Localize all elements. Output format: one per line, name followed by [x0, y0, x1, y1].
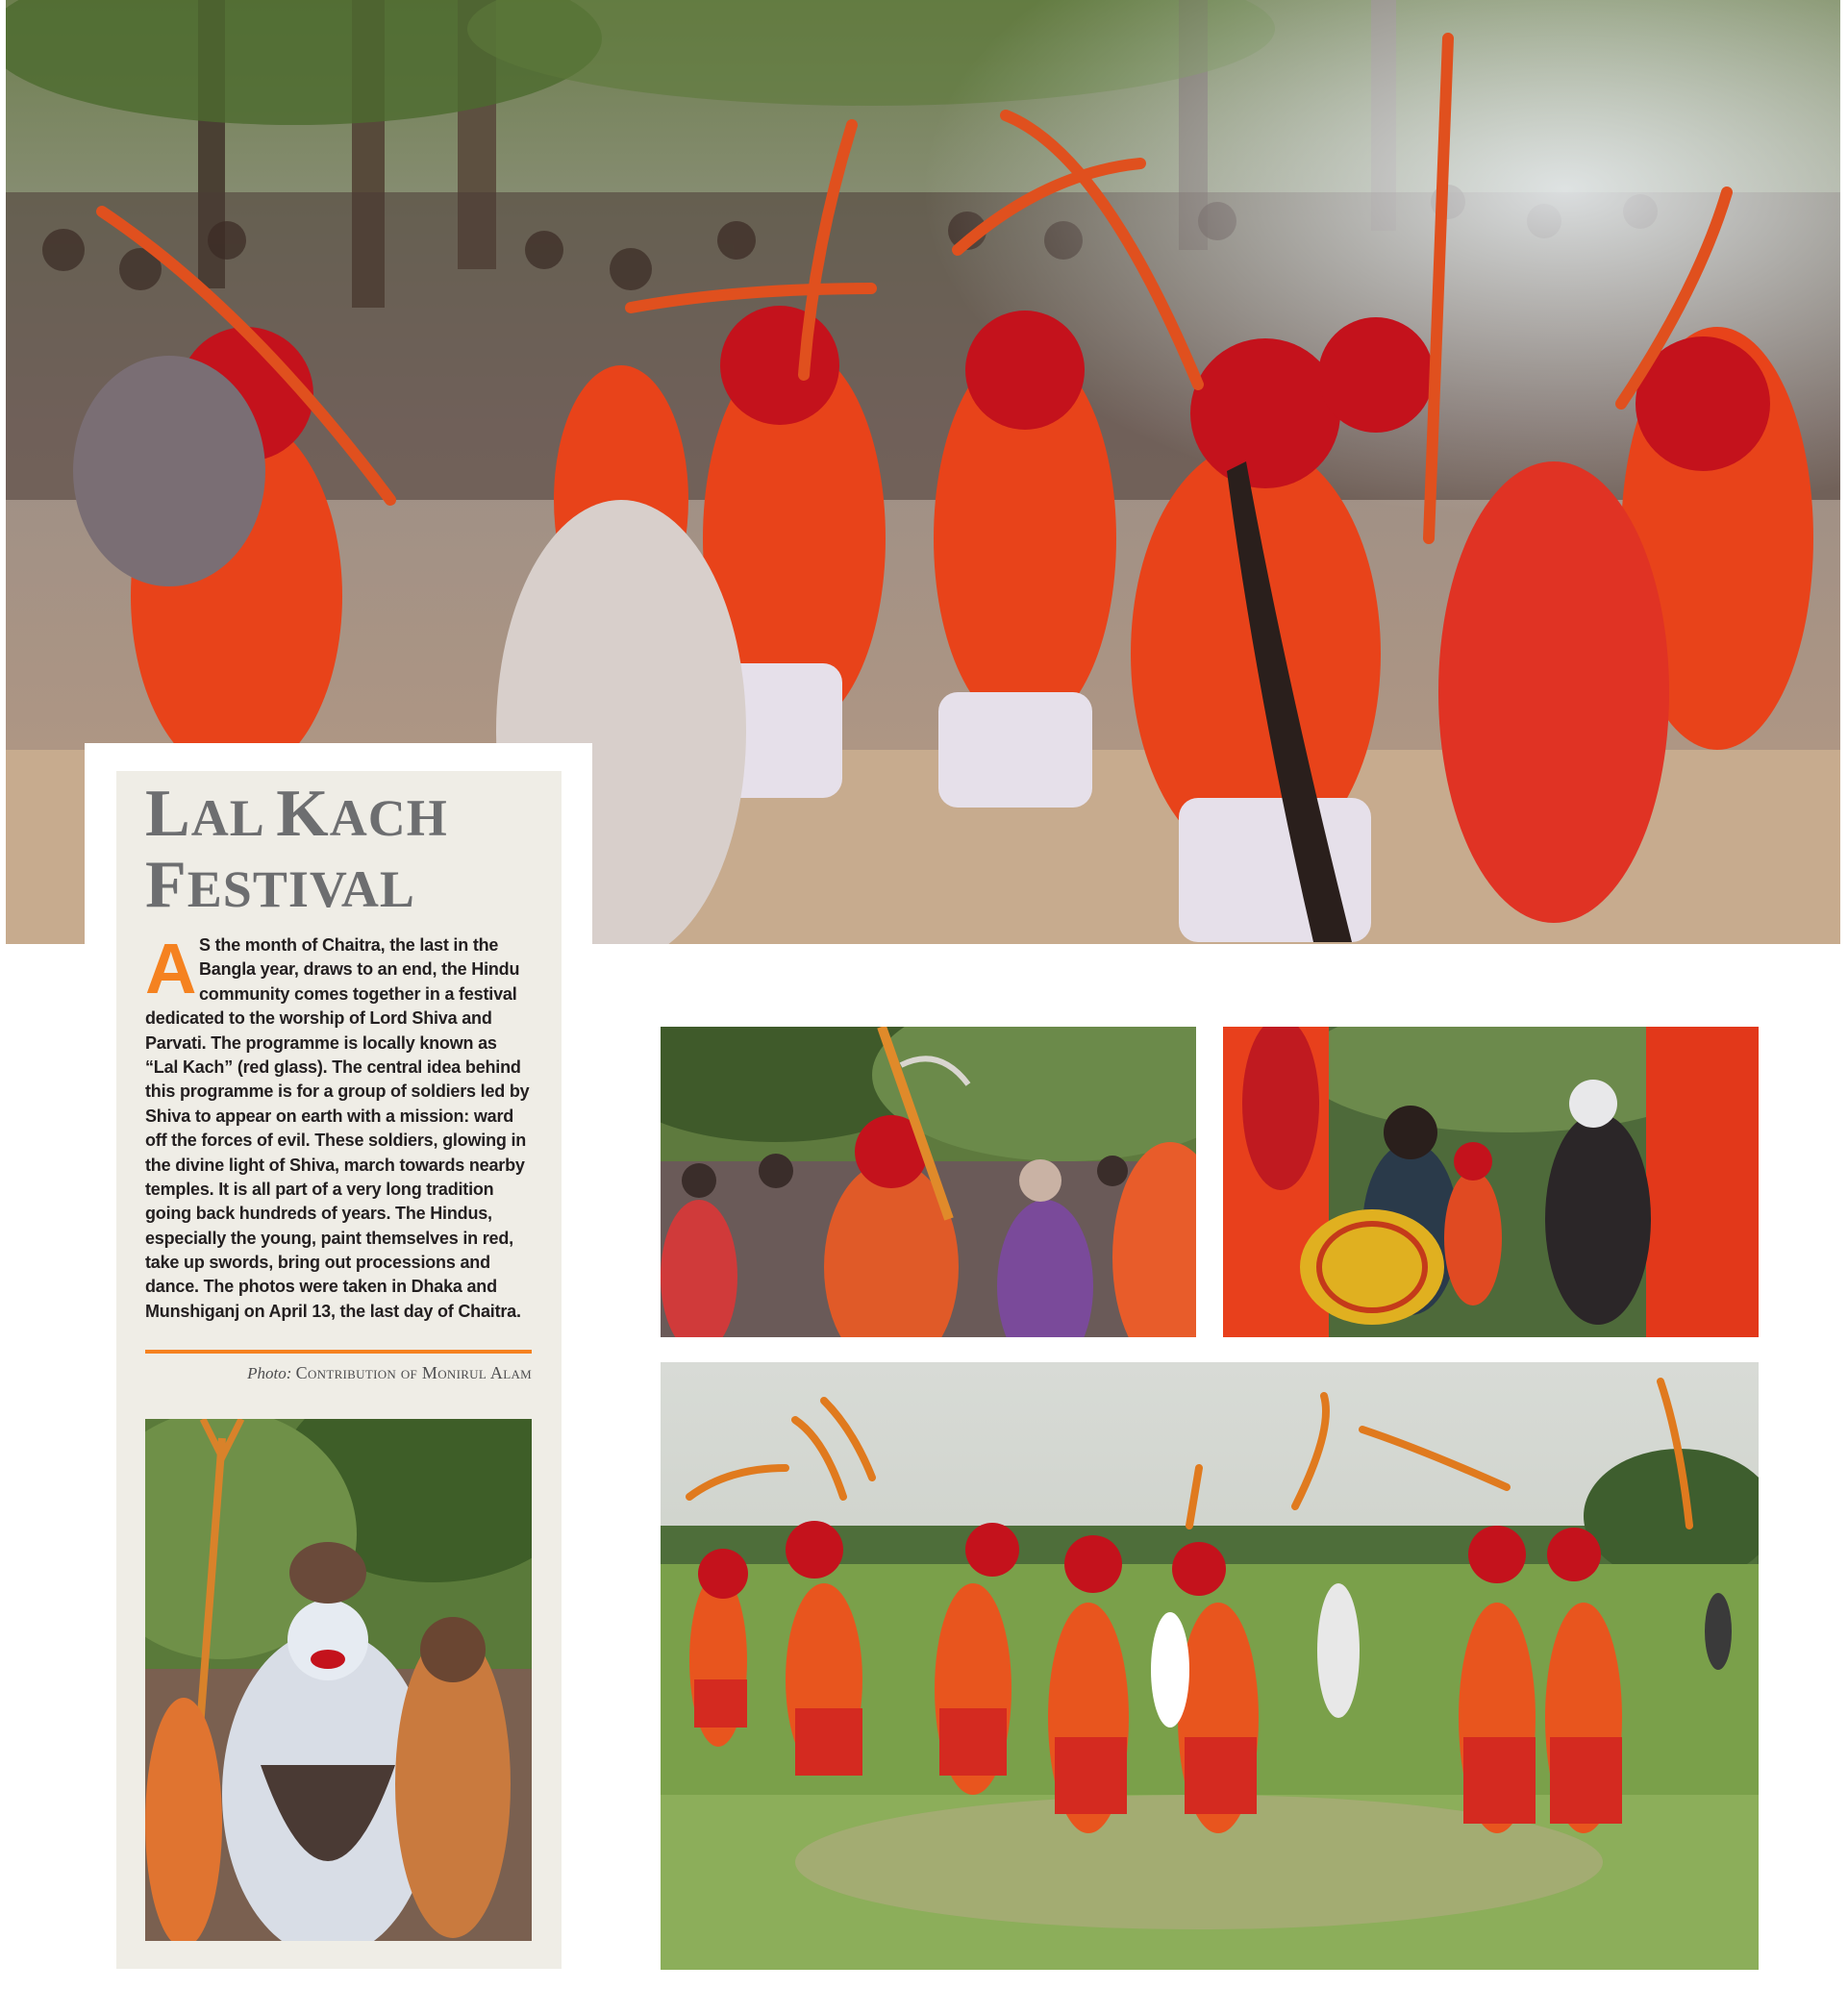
title-text: ACH [329, 789, 448, 847]
article-body-line: Parvati. The programme is locally known as [145, 1032, 497, 1053]
article-title [145, 777, 549, 923]
article-divider [145, 1350, 532, 1354]
festival-photo-procession [661, 1362, 1759, 1970]
article-body-line: Shiva to appear on earth with a mission: ward [145, 1106, 514, 1126]
festival-photo-drummer-image [1223, 1027, 1759, 1337]
photo-credit-text: Contribution of Monirul Alam [295, 1363, 532, 1382]
title-cap: K [276, 777, 330, 851]
article-body-line: Munshiganj on April 13, the last day of Chaitra. [145, 1301, 521, 1321]
festival-photo-shiva-image [145, 1419, 532, 1941]
festival-photo-procession-image [661, 1362, 1759, 1970]
festival-photo-dancers [661, 1027, 1196, 1337]
article-body-line: Bangla year, draws to an end, the Hindu [199, 959, 520, 980]
article-body-line: dance. The photos were taken in Dhaka and [145, 1277, 497, 1297]
article-body-line: off the forces of evil. These soldiers, glowing in [145, 1131, 527, 1151]
article-body [145, 929, 532, 1324]
article-body-line: take up swords, bring out processions and [145, 1253, 490, 1273]
article-body-line: S the month of Chaitra, the last in the [199, 935, 499, 955]
title-text: ESTIVAL [187, 860, 415, 918]
drop-cap: A [145, 929, 197, 1008]
article-title-line-1 [145, 777, 549, 852]
article-body-line: especially the young, paint themselves in red, [145, 1228, 513, 1248]
article-body-line: “Lal Kach” (red glass). The central idea behind [145, 1057, 521, 1077]
article-title-line-2 [145, 848, 549, 923]
photo-credit [145, 1363, 532, 1383]
title-cap: L [145, 777, 191, 851]
article-body-line: dedicated to the worship of Lord Shiva and [145, 1008, 492, 1029]
article-body-line: community comes together in a festival [199, 983, 517, 1004]
festival-photo-drummer [1223, 1027, 1759, 1337]
article-body-line: the divine light of Shiva, march towards nearby [145, 1155, 525, 1175]
title-text: AL [190, 789, 277, 847]
article-body-line: this programme is for a group of soldiers led by [145, 1082, 530, 1102]
festival-photo-dancers-image [661, 1027, 1196, 1337]
article-body-line: temples. It is all part of a very long tradition [145, 1179, 494, 1199]
article-body-line: going back hundreds of years. The Hindus, [145, 1204, 492, 1224]
photo-credit-label: Photo: [247, 1364, 292, 1382]
festival-photo-shiva [145, 1419, 532, 1941]
title-cap: F [145, 848, 187, 922]
